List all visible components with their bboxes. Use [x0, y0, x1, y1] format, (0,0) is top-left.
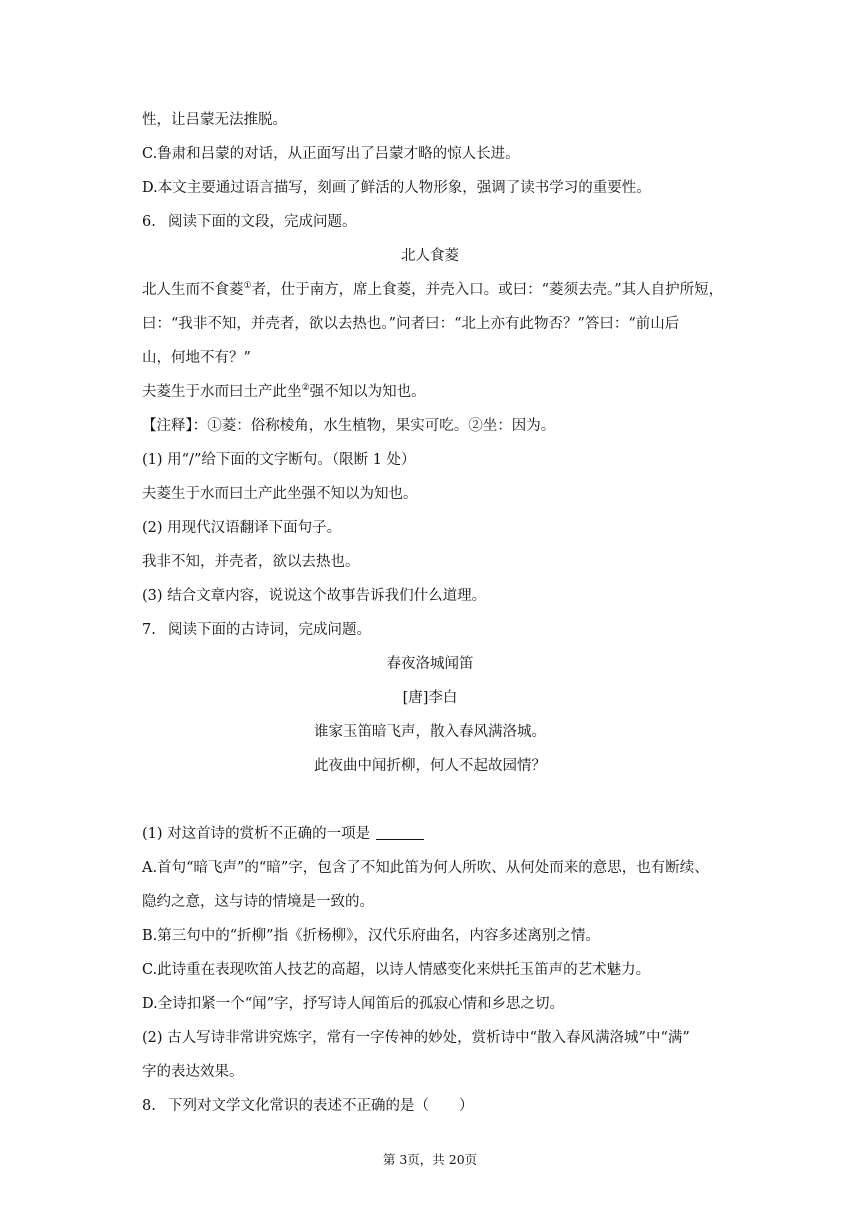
question-6 — [142, 212, 357, 232]
sub-question-text: 我非不知，并壳者，欲以去热也。 — [142, 554, 360, 570]
sub-question: (2) 古人写诗非常讲究炼字，常有一字传神的妙处，赏析诗中“散入春风满洛城”中“满” — [142, 1030, 690, 1046]
option-c: C.此诗重在表现吹笛人技艺的高超，以诗人情感变化来烘托玉笛声的艺术魅力。 — [142, 962, 651, 978]
text-line: 性，让吕蒙无法推脱。 — [142, 112, 287, 128]
passage-line: 山，何地不有？” — [142, 350, 251, 366]
passage-line — [142, 382, 426, 402]
sub-question-cont: 字的表达效果。 — [142, 1064, 244, 1080]
page-footer: 第 3页，共 20页 — [382, 1152, 478, 1167]
passage-line: 曰：“我非不知，并壳者，欲以去热也。”问者曰：“北上亦有此物否？”答曰：“前山后 — [142, 316, 680, 332]
question-number: 6. — [142, 214, 156, 230]
option-d: D.本文主要通过语言描写，刻画了鲜活的人物形象，强调了读书学习的重要性。 — [142, 180, 651, 196]
question-7 — [142, 620, 371, 640]
sub-question: (2) 用现代汉语翻译下面句子。 — [142, 520, 342, 536]
option-b: B.第三句中的“折柳”指《折杨柳》，汉代乐府曲名，内容多述离别之情。 — [142, 928, 600, 944]
passage-text: 夫菱生于水而曰土产此坐 — [142, 384, 302, 400]
question-8 — [142, 1096, 474, 1116]
question-prompt: 阅读下面的文段，完成问题。 — [168, 214, 357, 230]
poem-author: [唐]李白 — [402, 690, 458, 706]
passage-line — [142, 280, 723, 300]
sub-question: (3) 结合文章内容，说说这个故事告诉我们什么道理。 — [142, 588, 487, 604]
option-a-cont: 隐约之意，这与诗的情境是一致的。 — [142, 894, 374, 910]
footnote-marker: ② — [301, 383, 310, 394]
answer-blank[interactable] — [376, 825, 424, 840]
option-d: D.全诗扣紧一个“闻”字，抒写诗人闻笛后的孤寂心情和乡思之切。 — [142, 996, 565, 1012]
sub-question — [142, 824, 424, 844]
passage-title: 北人食菱 — [401, 248, 459, 264]
poem-line: 谁家玉笛暗飞声，散入春风满洛城。 — [314, 724, 546, 740]
sub-question-text: 夫菱生于水而曰土产此坐强不知以为知也。 — [142, 486, 418, 502]
sub-question: (1) 用“/”给下面的文字断句。（限断 1 处） — [142, 452, 416, 468]
option-c: C.鲁肃和吕蒙的对话，从正面写出了吕蒙才略的惊人长进。 — [142, 146, 520, 162]
question-prompt: ） — [459, 1098, 474, 1114]
sub-question-text: (1) 对这首诗的赏析不正确的一项是 — [142, 826, 371, 842]
passage-text: 者，仕于南方，席上食菱，并壳入口。或曰：“菱须去壳。”其人自护所短， — [251, 282, 724, 298]
passage-text: 强不知以为知也。 — [309, 384, 426, 400]
footnote-marker: ① — [243, 281, 252, 292]
poem-line: 此夜曲中闻折柳，何人不起故园情？ — [314, 758, 546, 774]
passage-text: 北人生而不食菱 — [142, 282, 244, 298]
poem-title: 春夜洛城闻笛 — [386, 656, 474, 672]
question-prompt: 阅读下面的古诗词，完成问题。 — [168, 622, 371, 638]
question-number: 8. — [142, 1098, 156, 1114]
question-prompt: 下列对文学文化常识的表述不正确的是（ — [168, 1098, 429, 1114]
annotation: 【注释】：①菱：俗称棱角，水生植物，果实可吃。②坐：因为。 — [142, 418, 556, 434]
question-number: 7. — [142, 622, 156, 638]
option-a: A.首句“暗飞声”的“暗”字，包含了不知此笛为何人所吹、从何处而来的意思，也有断续、 — [142, 860, 709, 876]
